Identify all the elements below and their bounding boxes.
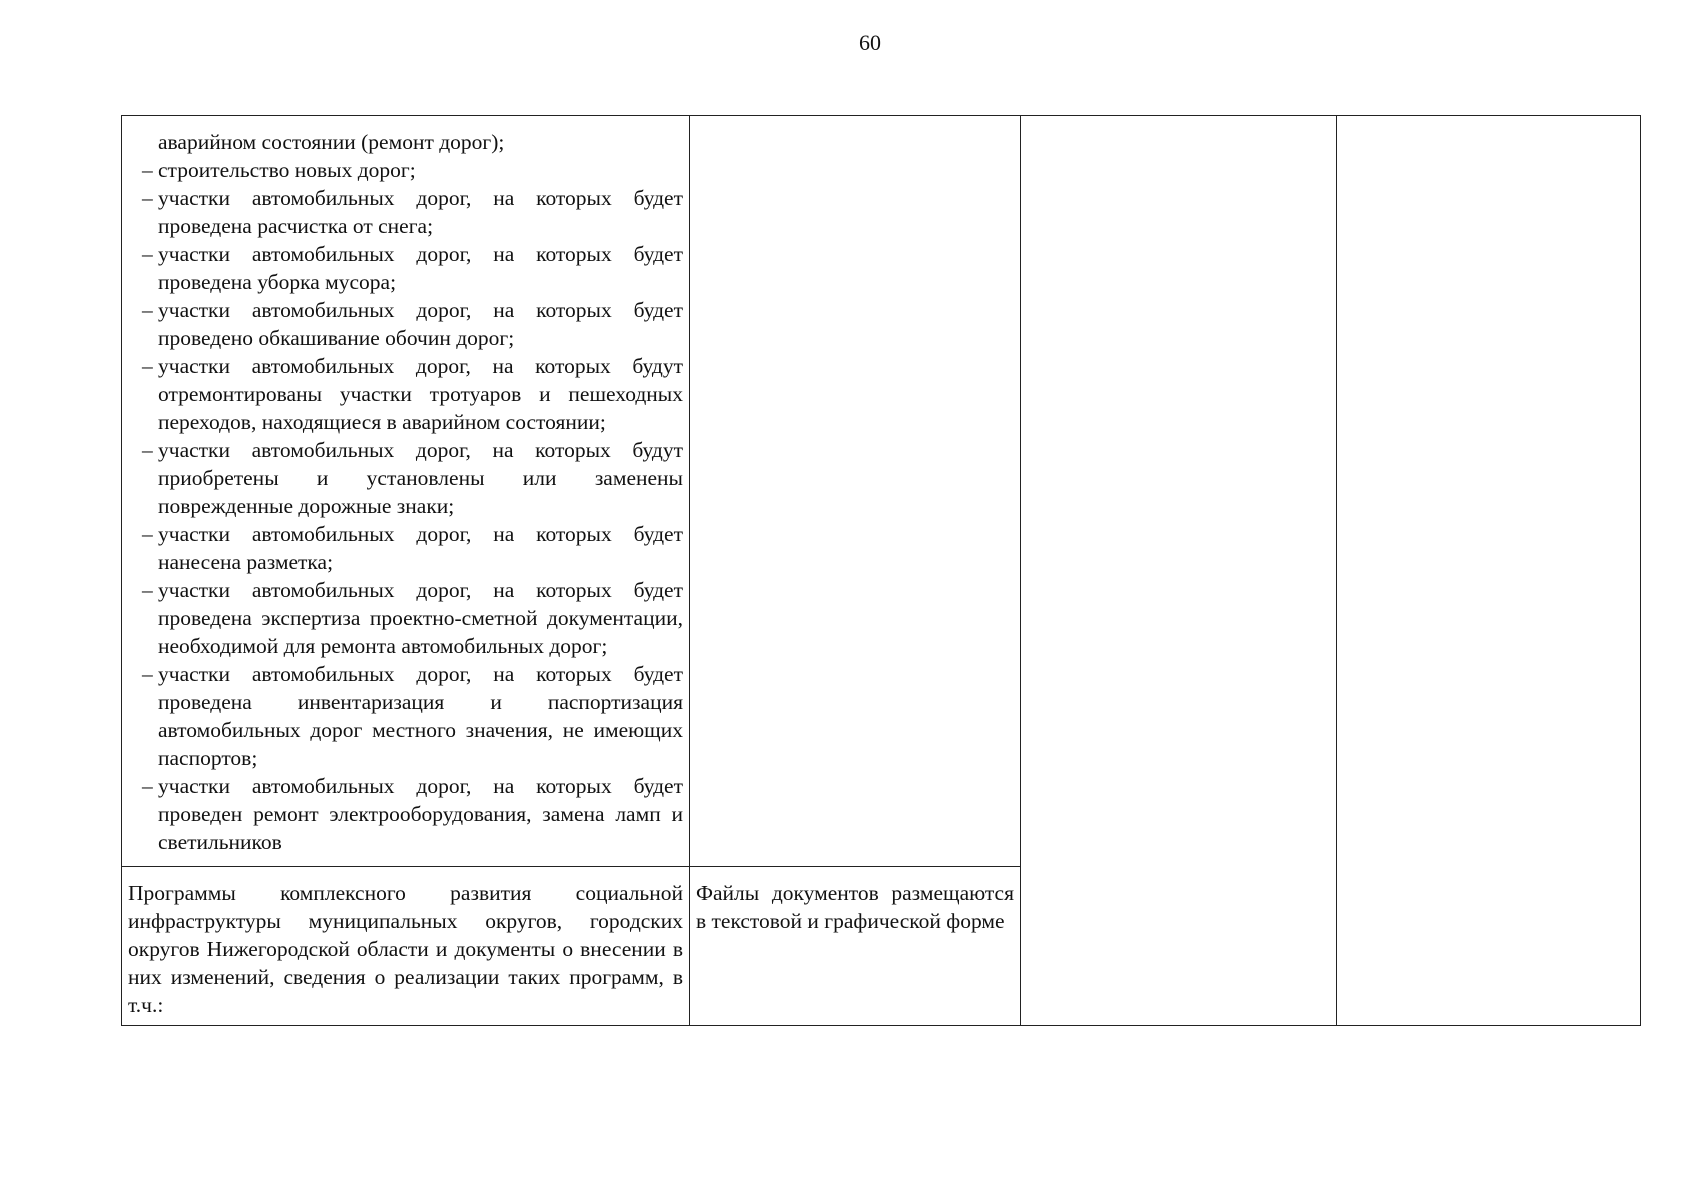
table-row xyxy=(122,867,1641,1026)
table-cell-empty xyxy=(690,116,1021,867)
table-cell-empty xyxy=(1021,116,1337,867)
list-item: – участки автомобильных дорог, на которых будут отремонтированы участки тротуаров и пешеходных переходов, находящиеся в аварийном состоянии; xyxy=(142,354,683,434)
list-item: – строительство новых дорог; xyxy=(142,158,416,182)
page-number: 60 xyxy=(859,30,881,55)
table-cell-empty xyxy=(1337,867,1641,1026)
table-cell-empty xyxy=(1021,867,1337,1026)
list-item-continuation: аварийном состоянии (ремонт дорог); xyxy=(158,130,505,154)
list-item: – участки автомобильных дорог, на которых будет проведена экспертиза проектно-сметной документации, необходимой для ремонта автомобильных дорог; xyxy=(142,578,683,658)
table-cell-empty xyxy=(1337,116,1641,867)
document-table xyxy=(121,115,1641,1026)
list-item: – участки автомобильных дорог, на которых будет нанесена разметка; xyxy=(142,522,683,574)
table-row xyxy=(122,116,1641,867)
list-item: – участки автомобильных дорог, на которых будет проведена расчистка от снега; xyxy=(142,186,683,238)
list-item: – участки автомобильных дорог, на которых будет проведена инвентаризация и паспортизация автомобильных дорог местного значения, не имеющих паспортов; xyxy=(142,662,683,770)
table-cell-format: Файлы документов размещаются в текстовой и графической форме xyxy=(690,867,1021,1026)
list-item: – участки автомобильных дорог, на которых будут приобретены и установлены или заменены поврежденные дорожные знаки; xyxy=(142,438,683,518)
list-item: – участки автомобильных дорог, на которых будет проведена уборка мусора; xyxy=(142,242,683,294)
table-cell-description: Программы комплексного развития социальной инфраструктуры муниципальных округов, городских округов Нижегородской области и документы о внесении в них изменений, сведения о реализации таких программ, в т.ч.: xyxy=(122,867,690,1026)
list-item: – участки автомобильных дорог, на которых будет проведено обкашивание обочин дорог; xyxy=(142,298,683,350)
list-item: – участки автомобильных дорог, на которых будет проведен ремонт электрооборудования, замена ламп и светильников xyxy=(142,774,683,854)
table-cell-road-items xyxy=(122,116,690,867)
